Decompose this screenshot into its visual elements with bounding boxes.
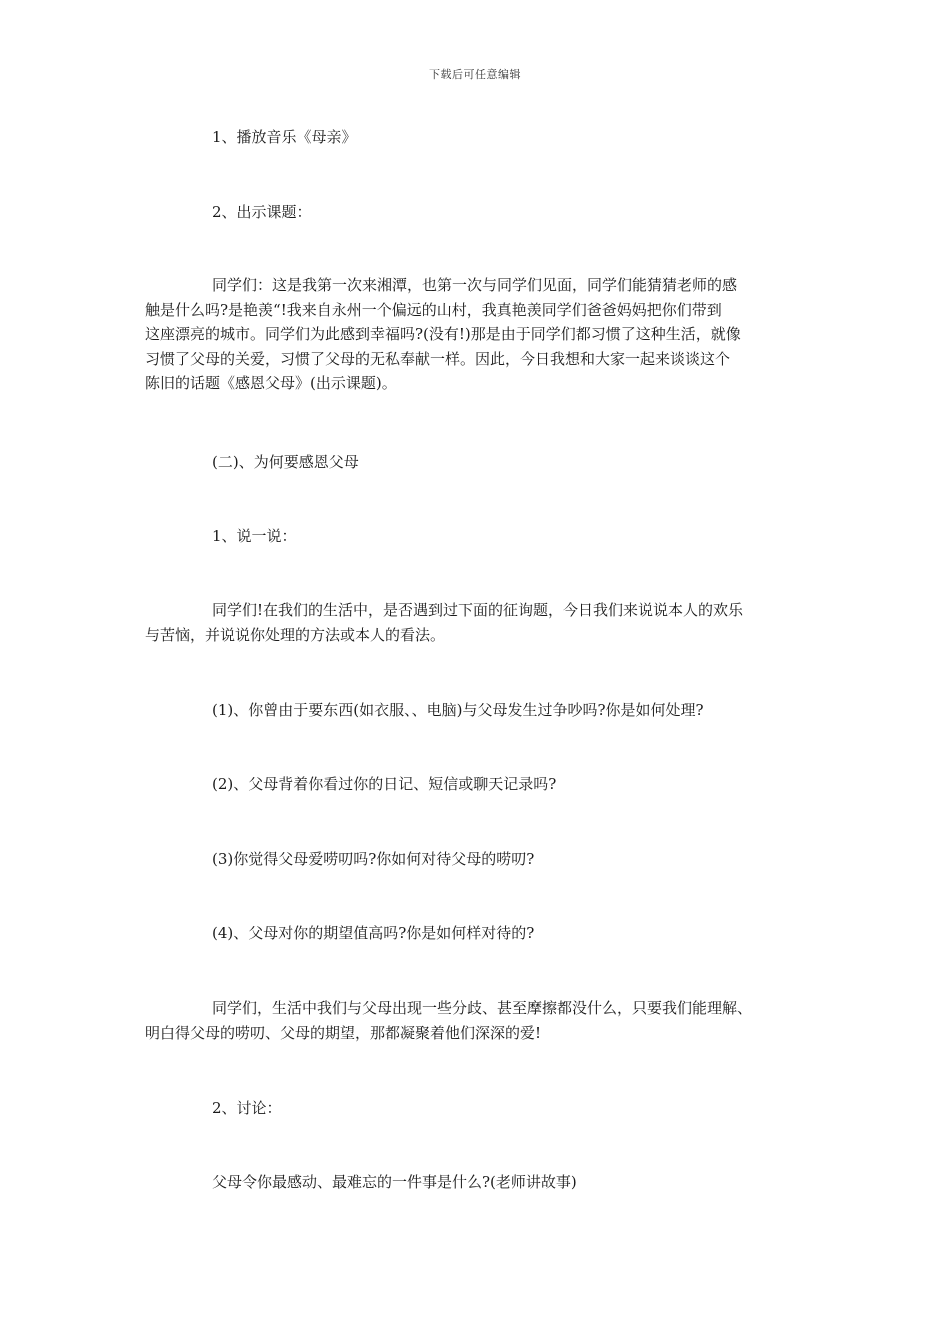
intro-paragraph <box>145 273 817 396</box>
intro-line: 这座漂亮的城市。同学们为此感到幸福吗?(没有!)那是由于同学们都习惯了这种生活，就像 <box>145 325 741 343</box>
summary-line: 同学们，生活中我们与父母出现一些分歧、甚至摩擦都没什么，只要我们能理解、 <box>212 999 753 1017</box>
say-heading: 1、说一说： <box>212 527 297 545</box>
intro-line: 习惯了父母的关爱，习惯了父母的无私奉献一样。因此，今日我想和大家一起来谈谈这个 <box>145 349 731 368</box>
item-show-title: 2、出示课题： <box>212 203 312 221</box>
intro-line: 触是什么吗?是艳羡“!我来自永州一个偏远的山村，我真艳羡同学们爸爸妈妈把你们带到 <box>145 300 722 319</box>
say-intro-line: 同学们!在我们的生活中，是否遇到过下面的征询题，今日我们来说说本人的欢乐 <box>212 601 744 619</box>
section-two-heading: (二)、为何要感恩父母 <box>212 453 359 471</box>
discuss-heading: 2、讨论： <box>212 1099 282 1117</box>
question-1: (1)、你曾由于要东西(如衣服、、电脑)与父母发生过争吵吗?你是如何处理? <box>212 701 704 719</box>
discuss-question: 父母令你最感动、最难忘的一件事是什么?(老师讲故事) <box>212 1173 577 1191</box>
summary-paragraph <box>145 996 817 1045</box>
say-intro-paragraph <box>145 598 817 647</box>
question-4: (4)、父母对你的期望值高吗?你是如何样对待的? <box>212 924 535 942</box>
page-header-note: 下载后可任意编辑 <box>429 68 521 81</box>
question-2: (2)、父母背着你看过你的日记、短信或聊天记录吗? <box>212 775 557 793</box>
intro-line: 同学们：这是我第一次来湘潭，也第一次与同学们见面，同学们能猜猜老师的感 <box>212 276 738 294</box>
summary-line: 明白得父母的唠叨、父母的期望，那都凝聚着他们深深的爱! <box>145 1023 542 1042</box>
intro-line: 陈旧的话题《感恩父母》(出示课题)。 <box>145 374 397 392</box>
question-3: (3)你觉得父母爱唠叨吗?你如何对待父母的唠叨? <box>212 850 535 868</box>
item-play-music: 1、播放音乐《母亲》 <box>212 128 357 146</box>
say-intro-line: 与苦恼，并说说你处理的方法或本人的看法。 <box>145 625 446 644</box>
